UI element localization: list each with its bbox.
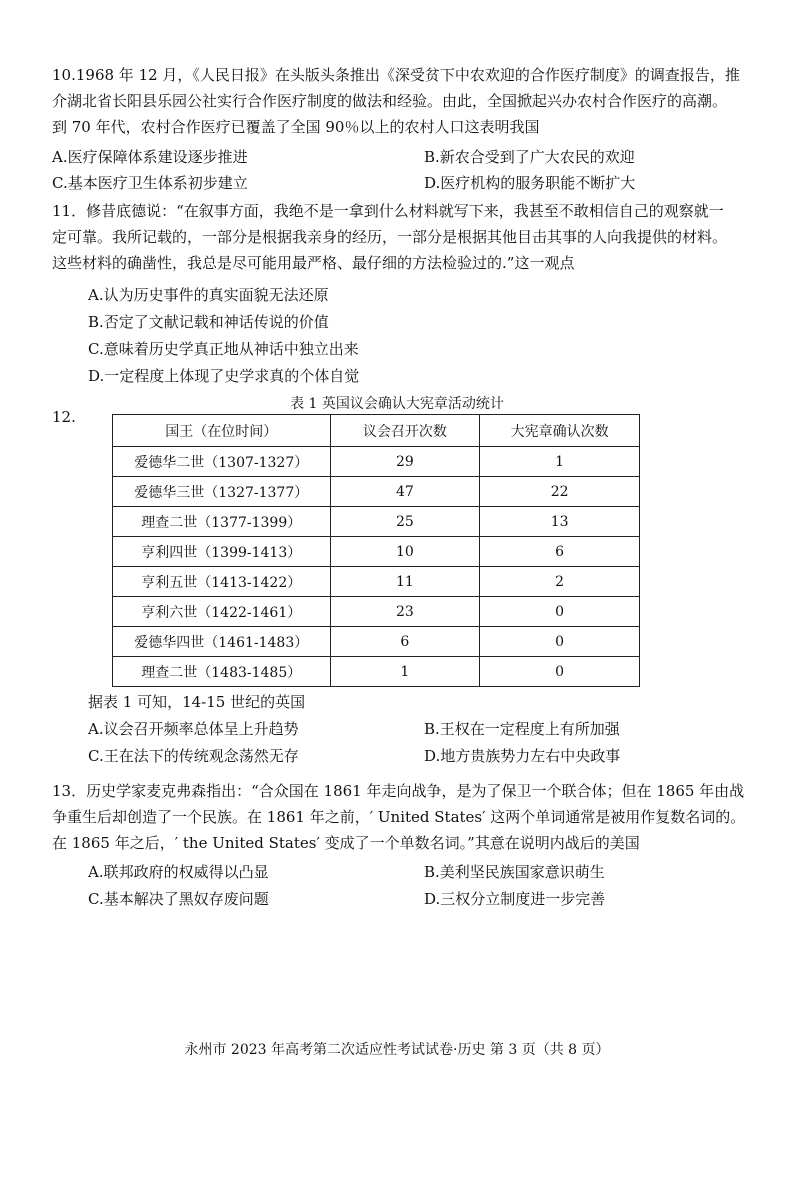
q11-option-a[interactable]: A.认为历史事件的真实面貌无法还原 [88, 286, 329, 304]
header-parliament-count: 议会召开次数 [330, 415, 480, 447]
cell-king: 爱德华四世（1461-1483） [113, 627, 331, 657]
q11-stem-line-1: 11．修昔底德说：“在叙事方面，我绝不是一拿到什么材料就写下来，我甚至不敢相信自己的观察就一 [52, 202, 724, 220]
q12-option-a[interactable]: A.议会召开频率总体呈上升趋势 [88, 720, 299, 738]
cell-parliament-count: 1 [330, 657, 480, 687]
cell-parliament-count: 23 [330, 597, 480, 627]
q11-option-c[interactable]: C.意味着历史学真正地从神话中独立出来 [88, 340, 359, 358]
table-caption: 表 1 英国议会确认大宪章活动统计 [290, 396, 504, 412]
cell-king: 理查二世（1377-1399） [113, 507, 331, 537]
header-charter-count: 大宪章确认次数 [480, 415, 640, 447]
cell-charter-count: 1 [480, 447, 640, 477]
q11-stem-line-3: 这些材料的确凿性，我总是尽可能用最严格、最仔细的方法检验过的.”这一观点 [52, 254, 575, 272]
cell-charter-count: 0 [480, 657, 640, 687]
q13-option-a[interactable]: A.联邦政府的权威得以凸显 [88, 863, 269, 881]
cell-charter-count: 22 [480, 477, 640, 507]
page-footer: 永州市 2023 年高考第二次适应性考试试卷·历史 第 3 页（共 8 页） [184, 1042, 610, 1058]
q10-stem-line-2: 介湖北省长阳县乐园公社实行合作医疗制度的做法和经验。由此，全国掀起兴办农村合作医疗的高潮。 [52, 92, 728, 110]
table-header-row [113, 415, 640, 447]
cell-parliament-count: 29 [330, 447, 480, 477]
cell-charter-count: 13 [480, 507, 640, 537]
table-row [113, 537, 640, 567]
cell-king: 亨利五世（1413-1422） [113, 567, 331, 597]
table-row [113, 597, 640, 627]
q12-option-d[interactable]: D.地方贵族势力左右中央政事 [424, 747, 621, 765]
q13-option-b[interactable]: B.美利坚民族国家意识萌生 [424, 863, 605, 881]
q13-option-d[interactable]: D.三权分立制度进一步完善 [424, 890, 606, 908]
q13-stem-line-3: 在 1865 年之后，′ the United States′ 变成了一个单数名词。”其意在说明内战后的美国 [52, 834, 640, 852]
q10-option-a[interactable]: A.医疗保障体系建设逐步推进 [52, 148, 248, 166]
table-row [113, 567, 640, 597]
cell-king: 亨利四世（1399-1413） [113, 537, 331, 567]
q10-option-b[interactable]: B.新农合受到了广大农民的欢迎 [424, 148, 635, 166]
q11-option-b[interactable]: B.否定了文献记载和神话传说的价值 [88, 313, 329, 331]
q13-stem-line-1: 13．历史学家麦克弗森指出：“合众国在 1861 年走向战争，是为了保卫一个联合体；但在 1865 年由战 [52, 782, 745, 800]
cell-king: 理查二世（1483-1485） [113, 657, 331, 687]
cell-parliament-count: 11 [330, 567, 480, 597]
cell-king: 亨利六世（1422-1461） [113, 597, 331, 627]
q12-option-c[interactable]: C.王在法下的传统观念荡然无存 [88, 747, 299, 765]
table-row [113, 657, 640, 687]
cell-parliament-count: 6 [330, 627, 480, 657]
table-row [113, 507, 640, 537]
q11-option-d[interactable]: D.一定程度上体现了史学求真的个体自觉 [88, 367, 360, 385]
q10-stem-line-1: 10.1968 年 12 月，《人民日报》在头版头条推出《深受贫下中农欢迎的合作医疗制度》的调查报告，推 [52, 66, 740, 84]
q13-stem-line-2: 争重生后却创造了一个民族。在 1861 年之前，′ United States′ 这两个单词通常是被用作复数名词的。 [52, 808, 746, 826]
parliament-magna-carta-table [112, 414, 640, 687]
q12-option-b[interactable]: B.王权在一定程度上有所加强 [424, 720, 620, 738]
cell-parliament-count: 25 [330, 507, 480, 537]
cell-charter-count: 0 [480, 627, 640, 657]
table-row [113, 627, 640, 657]
cell-king: 爱德华三世（1327-1377） [113, 477, 331, 507]
q12-number: 12. [52, 408, 76, 426]
cell-charter-count: 2 [480, 567, 640, 597]
cell-parliament-count: 10 [330, 537, 480, 567]
cell-charter-count: 6 [480, 537, 640, 567]
table-row [113, 447, 640, 477]
q10-option-d[interactable]: D.医疗机构的服务职能不断扩大 [424, 174, 636, 192]
q13-option-c[interactable]: C.基本解决了黑奴存废问题 [88, 890, 269, 908]
header-king: 国王（在位时间） [113, 415, 331, 447]
cell-king: 爱德华二世（1307-1327） [113, 447, 331, 477]
q10-stem-line-3: 到 70 年代，农村合作医疗已覆盖了全国 90％以上的农村人口这表明我国 [52, 118, 540, 136]
table-row [113, 477, 640, 507]
cell-charter-count: 0 [480, 597, 640, 627]
q11-stem-line-2: 定可靠。我所记载的，一部分是根据我亲身的经历，一部分是根据其他目击其事的人向我提供的材料。 [52, 228, 728, 246]
q12-stem: 据表 1 可知，14-15 世纪的英国 [88, 693, 306, 711]
cell-parliament-count: 47 [330, 477, 480, 507]
q10-option-c[interactable]: C.基本医疗卫生体系初步建立 [52, 174, 248, 192]
